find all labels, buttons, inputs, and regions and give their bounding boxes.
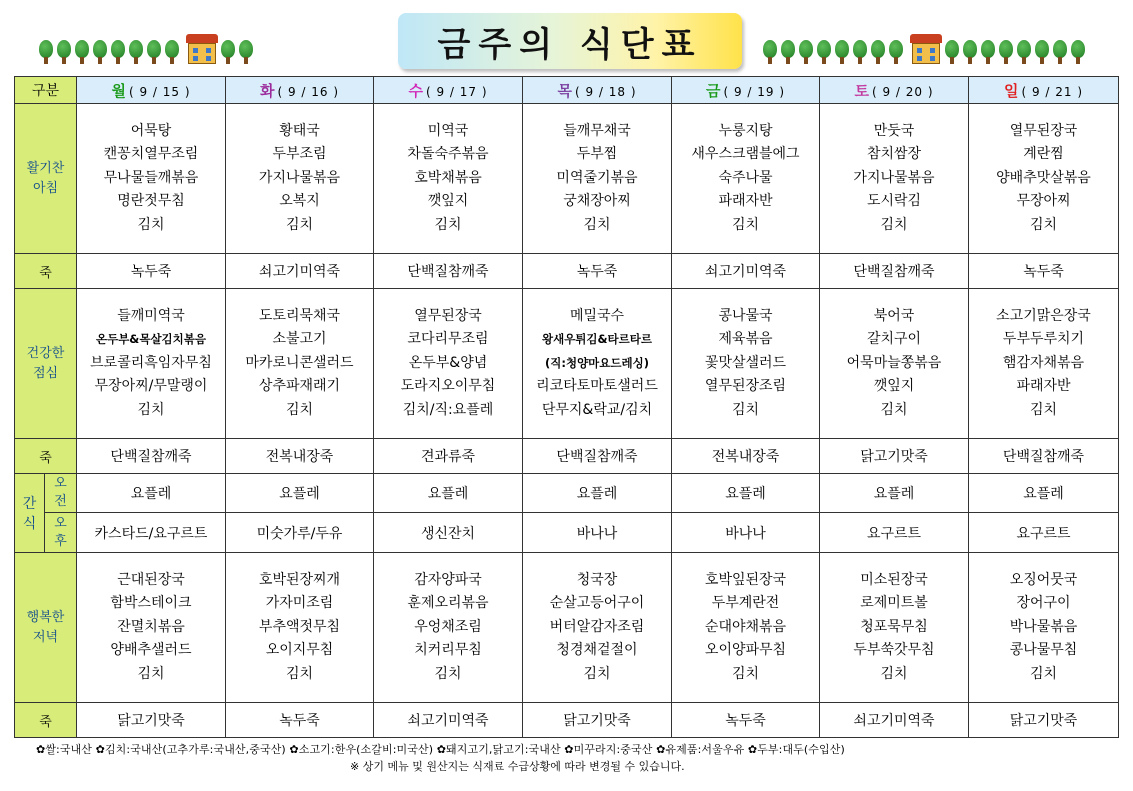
day-header (523, 77, 672, 104)
day-name: 토 (854, 81, 869, 100)
tree-icon (128, 40, 144, 64)
day-name: 수 (408, 81, 423, 100)
tree-icon (762, 40, 778, 64)
category-header: 구분 (15, 77, 77, 104)
porridge-cell: 녹두죽 (226, 703, 374, 738)
day-name: 일 (1003, 81, 1019, 100)
lunch-row (15, 289, 1119, 439)
origin-note: ✿쌀:국내산 ✿김치:국내산(고추가루:국내산,중국산) ✿소고기:한우(소갈비:미국산) ✿돼지고기,닭고기:국내산 ✿미꾸라지:중국산 ✿유제품:서울우유 ✿두부:대두(수입산) (36, 743, 845, 756)
snack-cell: 요플레 (226, 474, 374, 513)
change-notice: ※ 상기 메뉴 및 원산지는 식재료 수급상황에 따라 변경될 수 있습니다. (350, 760, 685, 773)
day-name: 금 (705, 81, 721, 100)
dinner-menu: 근대된장국 함박스테이크 잔멸치볶음 양배추샐러드 김치 (77, 553, 226, 703)
dinner-menu: 청국장 순살고등어구이 버터알감자조림 청경채겉절이 김치 (523, 553, 672, 703)
tree-icon (1016, 40, 1032, 64)
dinner-menu: 오징어뭇국 장어구이 박나물볶음 콩나물무침 김치 (969, 553, 1119, 703)
tree-icon (238, 40, 254, 64)
porridge-label: 죽 (15, 703, 77, 738)
tree-icon (834, 40, 850, 64)
snack-cell: 요플레 (523, 474, 672, 513)
header-row (15, 77, 1119, 104)
porridge-cell: 전복내장죽 (226, 439, 374, 474)
snack-cell: 바나나 (672, 513, 820, 553)
day-date: ( 9 / 17 ) (425, 84, 488, 99)
lunch-porridge-row (15, 439, 1119, 474)
tree-icon (962, 40, 978, 64)
porridge-cell: 녹두죽 (672, 703, 820, 738)
day-header (77, 77, 226, 104)
snack-cell: 요구르트 (969, 513, 1119, 553)
porridge-cell: 쇠고기미역죽 (820, 703, 969, 738)
snack-cell: 바나나 (523, 513, 672, 553)
tree-icon (146, 40, 162, 64)
tree-icon (92, 40, 108, 64)
snack-cell: 카스타드/요구르트 (77, 513, 226, 553)
tree-icon (852, 40, 868, 64)
lunch-menu: 들깨미역국 온두부&목살김치볶음 브로콜리흑임자무침 무장아찌/무말랭이 김치 (77, 289, 226, 439)
porridge-cell: 견과류죽 (374, 439, 523, 474)
dinner-menu: 호박잎된장국 두부계란전 순대야채볶음 오이양파무침 김치 (672, 553, 820, 703)
snack-cell: 요구르트 (820, 513, 969, 553)
porridge-cell: 쇠고기미역죽 (226, 254, 374, 289)
day-date: ( 9 / 19 ) (723, 84, 786, 99)
snack-cell: 요플레 (672, 474, 820, 513)
snack-cell: 생신잔치 (374, 513, 523, 553)
breakfast-menu: 미역국 차돌숙주볶음 호박채볶음 깻잎지 김치 (374, 104, 523, 254)
porridge-cell: 쇠고기미역죽 (374, 703, 523, 738)
breakfast-porridge-row (15, 254, 1119, 289)
house-icon (186, 34, 218, 64)
breakfast-menu: 들깨무채국 두부찜 미역줄기볶음 궁채장아찌 김치 (523, 104, 672, 254)
lunch-menu: 열무된장국 코다리무조림 온두부&양념 도라지오이무침 김치/직:요플레 (374, 289, 523, 439)
day-header (374, 77, 523, 104)
tree-icon (38, 40, 54, 64)
day-date: ( 9 / 20 ) (871, 84, 934, 99)
tree-row-left (38, 34, 256, 64)
page-title: 금주의 식단표 (437, 24, 703, 65)
day-header (226, 77, 374, 104)
day-header (969, 77, 1119, 104)
tree-icon (798, 40, 814, 64)
dinner-menu: 호박된장찌개 가자미조림 부추액젓무침 오이지무침 김치 (226, 553, 374, 703)
weekly-menu-table (14, 76, 1119, 738)
breakfast-menu: 누룽지탕 새우스크램블에그 숙주나물 파래자반 김치 (672, 104, 820, 254)
breakfast-menu: 어묵탕 캔꽁치열무조림 무나물들깨볶음 명란젓무침 김치 (77, 104, 226, 254)
porridge-cell: 단백질참깨죽 (77, 439, 226, 474)
snack-label: 간 식 (15, 474, 45, 553)
tree-icon (888, 40, 904, 64)
breakfast-menu: 열무된장국 계란찜 양배추맛살볶음 무장아찌 김치 (969, 104, 1119, 254)
porridge-cell: 단백질참깨죽 (374, 254, 523, 289)
day-header (672, 77, 820, 104)
tree-icon (870, 40, 886, 64)
snack-am-row (15, 474, 1119, 513)
tree-icon (220, 40, 236, 64)
tree-icon (1070, 40, 1086, 64)
tree-icon (74, 40, 90, 64)
tree-icon (998, 40, 1014, 64)
tree-icon (816, 40, 832, 64)
porridge-cell: 단백질참깨죽 (820, 254, 969, 289)
tree-icon (164, 40, 180, 64)
dinner-menu: 감자양파국 훈제오리볶음 우엉채조림 치커리무침 김치 (374, 553, 523, 703)
snack-cell: 미숫가루/두유 (226, 513, 374, 553)
day-header (820, 77, 969, 104)
tree-icon (980, 40, 996, 64)
porridge-cell: 닭고기맛죽 (77, 703, 226, 738)
porridge-cell: 닭고기맛죽 (523, 703, 672, 738)
lunch-menu: 콩나물국 제육볶음 꽃맛살샐러드 열무된장조림 김치 (672, 289, 820, 439)
dinner-row (15, 553, 1119, 703)
breakfast-row (15, 104, 1119, 254)
day-date: ( 9 / 16 ) (277, 84, 340, 99)
snack-pm-row (15, 513, 1119, 553)
snack-cell: 요플레 (77, 474, 226, 513)
day-name: 화 (259, 81, 275, 100)
tree-row-right (762, 34, 1088, 64)
porridge-cell: 닭고기맛죽 (969, 703, 1119, 738)
lunch-menu: 도토리묵채국 소불고기 마카로니콘샐러드 상추파재래기 김치 (226, 289, 374, 439)
lunch-menu: 북어국 갈치구이 어묵마늘쫑볶음 깻잎지 김치 (820, 289, 969, 439)
porridge-cell: 녹두죽 (77, 254, 226, 289)
dinner-porridge-row (15, 703, 1119, 738)
porridge-label: 죽 (15, 439, 77, 474)
day-date: ( 9 / 15 ) (128, 84, 191, 99)
tree-icon (1052, 40, 1068, 64)
snack-pm-label: 오 후 (45, 513, 77, 553)
lunch-menu: 메밀국수 왕새우튀김&타르타르 (직:청양마요드레싱) 리코타토마토샐러드 단무지&락교/김치 (523, 289, 672, 439)
porridge-label: 죽 (15, 254, 77, 289)
tree-icon (780, 40, 796, 64)
house-icon (910, 34, 942, 64)
day-name: 월 (111, 81, 126, 100)
breakfast-menu: 황태국 두부조림 가지나물볶음 오복지 김치 (226, 104, 374, 254)
breakfast-label: 활기찬 아침 (15, 104, 77, 254)
porridge-cell: 닭고기맛죽 (820, 439, 969, 474)
lunch-menu: 소고기맑은장국 두부두루치기 햄감자채볶음 파래자반 김치 (969, 289, 1119, 439)
snack-cell: 요플레 (374, 474, 523, 513)
title-banner (398, 13, 742, 69)
dinner-menu: 미소된장국 로제미트볼 청포묵무침 두부쑥갓무침 김치 (820, 553, 969, 703)
porridge-cell: 녹두죽 (523, 254, 672, 289)
day-date: ( 9 / 18 ) (574, 84, 637, 99)
snack-am-label: 오 전 (45, 474, 77, 513)
day-date: ( 9 / 21 ) (1021, 84, 1084, 99)
snack-cell: 요플레 (969, 474, 1119, 513)
breakfast-menu: 만둣국 참치쌈장 가지나물볶음 도시락김 김치 (820, 104, 969, 254)
snack-cell: 요플레 (820, 474, 969, 513)
day-name: 목 (557, 81, 572, 100)
lunch-label: 건강한 점심 (15, 289, 77, 439)
porridge-cell: 전복내장죽 (672, 439, 820, 474)
tree-icon (56, 40, 72, 64)
tree-icon (1034, 40, 1050, 64)
porridge-cell: 녹두죽 (969, 254, 1119, 289)
tree-icon (110, 40, 126, 64)
porridge-cell: 단백질참깨죽 (969, 439, 1119, 474)
porridge-cell: 단백질참깨죽 (523, 439, 672, 474)
porridge-cell: 쇠고기미역죽 (672, 254, 820, 289)
dinner-label: 행복한 저녁 (15, 553, 77, 703)
tree-icon (944, 40, 960, 64)
